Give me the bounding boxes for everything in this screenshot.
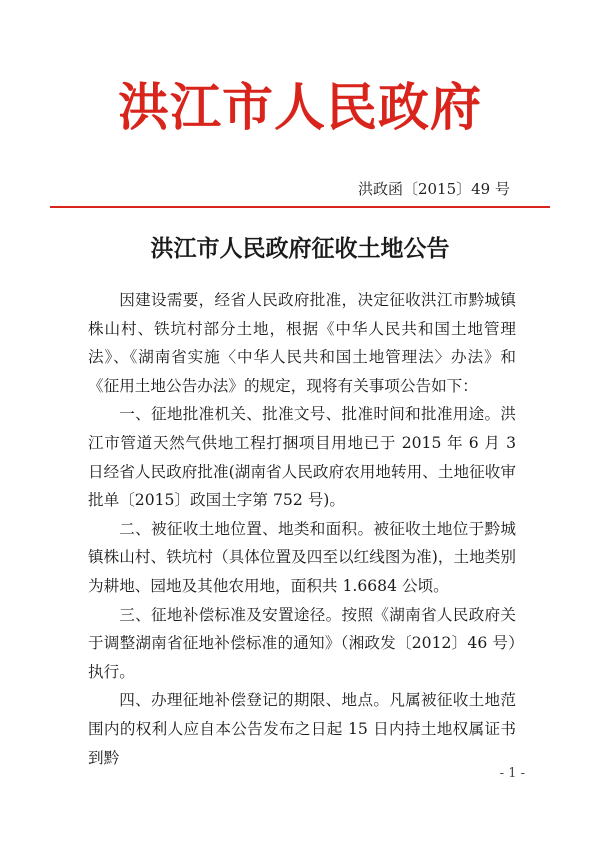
document-number: 洪政函〔2015〕49 号 bbox=[357, 180, 510, 198]
announcement-body bbox=[88, 286, 516, 772]
paragraph-item-1: 一、征地批准机关、批准文号、批准时间和批准用途。洪江市管道天然气供地工程打捆项目用地已于 2015 年 6 月 3 日经省人民政府批准(湖南省人民政府农用地转用、土地征收审批单〔2015〕政国土字第 752 号)。 bbox=[88, 405, 516, 510]
paragraph-item-2: 二、被征收土地位置、地类和面积。被征收土地位于黔城镇株山村、铁坑村（具体位置及四至以红线图为准)，土地类别为耕地、园地及其他农用地，面积共 1.6684 公顷。 bbox=[88, 519, 516, 595]
announcement-title: 洪江市人民政府征收土地公告 bbox=[150, 235, 450, 262]
red-divider-line bbox=[50, 206, 550, 208]
masthead-title: 洪江市人民政府 bbox=[117, 78, 482, 138]
paragraph-item-3: 三、征地补偿标准及安置途径。按照《湖南省人民政府关于调整湖南省征地补偿标准的通知》（湘政发〔2012〕46 号）执行。 bbox=[88, 605, 516, 681]
paragraph-intro: 因建设需要，经省人民政府批准，决定征收洪江市黔城镇株山村、铁坑村部分土地，根据《中华人民共和国土地管理法》、《湖南省实施〈中华人民共和国土地管理法〉办法》和《征用土地公告办法》的规定，现将有关事项公告如下： bbox=[88, 291, 516, 395]
paragraph-item-4: 四、办理征地补偿登记的期限、地点。凡属被征收土地范围内的权利人应自本公告发布之日起 15 日内持土地权属证书到黔 bbox=[88, 691, 516, 767]
page-number: - 1 - bbox=[499, 766, 525, 781]
